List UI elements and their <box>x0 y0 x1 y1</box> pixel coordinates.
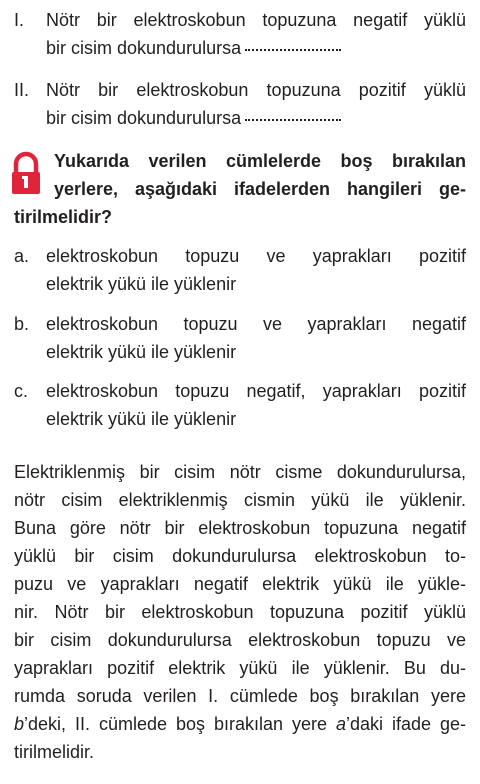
statement-2-line-2 <box>14 104 466 132</box>
question-line-2: yerlere, aşağıdaki ifadelerden hangileri ge- <box>54 179 466 199</box>
option-c-label: c. <box>14 381 29 401</box>
statement-2 <box>14 76 466 132</box>
answer-line-7: bir cisim dokundurulursa elektroskobun topuzu ve <box>14 630 466 650</box>
answer-line-4: yüklü bir cisim dokundurulursa elektroskobun to- <box>14 546 466 566</box>
option-b-line-2: elektrik yükü ile yüklenir <box>46 342 237 362</box>
answer-line-3: Buna göre nötr bir elektroskobun topuzuna negatif <box>14 518 466 538</box>
answer-line-8: yaprakları pozitif elektrik yükü ile yüklenir. Bu du- <box>14 658 466 678</box>
option-a-line-2: elektrik yükü ile yüklenir <box>46 274 237 294</box>
question-line-3: tirilmelidir? <box>14 207 113 227</box>
option-c <box>14 377 466 433</box>
answer-letter-a: a <box>335 714 346 734</box>
question-line-1: Yukarıda verilen cümlelerde boş bırakılan <box>54 151 466 171</box>
statement-1-line-2-text: bir cisim dokundurulursa <box>46 38 242 58</box>
answer-line-10 <box>14 710 466 738</box>
answer-line-1: Elektriklenmiş bir cisim nötr cisme dokundurulursa, <box>14 462 466 482</box>
answer-line-10-mid: ’deki, II. cümlede boş bırakılan yere <box>24 714 336 734</box>
statement-1-line-2 <box>14 34 466 62</box>
option-b-line-1: elektroskobun topuzu ve yaprakları negatif <box>46 314 466 334</box>
statement-2-line-1: Nötr bir elektroskobun topuzuna pozitif yüklü <box>46 80 466 100</box>
answer-line-2: nötr cisim elektriklenmiş cismin yükü ile yüklenir. <box>14 490 466 510</box>
answer-line-10-end: ’daki ifade ge- <box>345 714 466 734</box>
answer-explanation <box>14 458 466 766</box>
option-a <box>14 242 466 298</box>
statement-2-line-2-text: bir cisim dokundurulursa <box>46 108 242 128</box>
blank-line-1 <box>245 47 341 51</box>
option-a-label: a. <box>14 246 30 266</box>
option-c-line-1: elektroskobun topuzu negatif, yaprakları pozitif <box>46 381 466 401</box>
answer-line-5: puzu ve yaprakları negatif elektrik yükü ile yükle- <box>14 574 466 594</box>
option-a-line-1: elektroskobun topuzu ve yaprakları pozitif <box>46 246 466 266</box>
statement-2-number: II. <box>14 80 30 100</box>
answer-line-9: rumda soruda verilen I. cümlede boş bırakılan yere <box>14 686 466 706</box>
option-c-line-2: elektrik yükü ile yüklenir <box>46 409 237 429</box>
answer-letter-b: b <box>14 714 25 734</box>
option-b <box>14 310 466 366</box>
answer-line-11: tirilmelidir. <box>14 742 95 762</box>
blank-line-2 <box>245 117 341 121</box>
option-b-label: b. <box>14 314 30 334</box>
statement-1 <box>14 6 466 62</box>
answer-line-6: nir. Nötr bir elektroskobun topuzuna pozitif yüklü <box>14 602 466 622</box>
statement-1-number: I. <box>14 10 25 30</box>
question <box>14 147 466 231</box>
statement-1-line-1: Nötr bir elektroskobun topuzuna negatif yüklü <box>46 10 466 30</box>
